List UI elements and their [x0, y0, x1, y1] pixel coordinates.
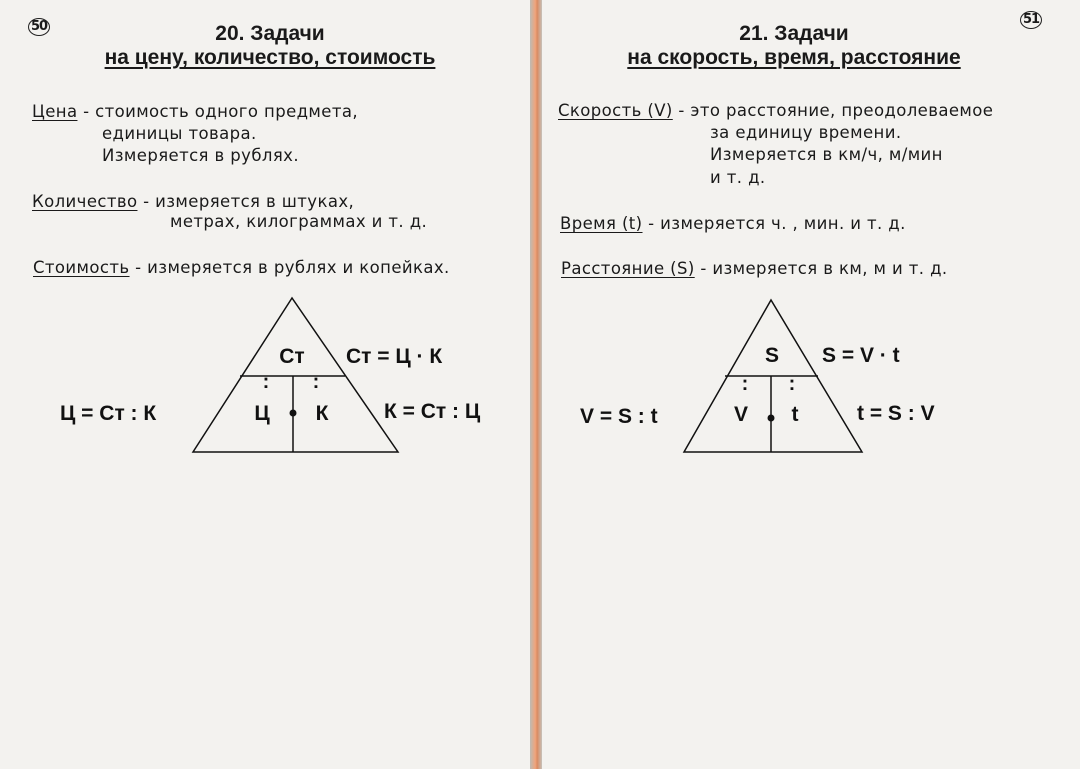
- right-page: [542, 0, 1080, 769]
- book-gutter: [530, 0, 542, 769]
- multiply-dot: [290, 410, 297, 417]
- formula-right: К = Ст : Ц: [384, 400, 481, 423]
- triangle-bottom-left-label: Ц: [254, 402, 270, 425]
- formula-left: Ц = Ст : К: [60, 402, 157, 425]
- title-line-1: 20. Задачи: [215, 22, 325, 45]
- term-time: Время (t): [560, 214, 643, 233]
- definition-text: - это расстояние, преодолеваемое: [672, 101, 994, 120]
- definition-text: единицы товара.: [102, 124, 257, 143]
- formula-top: S = V · t: [822, 344, 900, 367]
- definition-text: - измеряется в рублях и копейках.: [129, 258, 450, 277]
- title-line-2: на цену, количество, стоимость: [104, 46, 436, 69]
- page-number: 51: [1020, 11, 1042, 29]
- definition-text: - измеряется в км, м и т. д.: [694, 259, 948, 278]
- title-line-1: 21. Задачи: [739, 22, 849, 45]
- formula-triangle: [0, 0, 530, 769]
- term-quantity: Количество: [32, 192, 138, 211]
- definition-text: и т. д.: [710, 168, 766, 187]
- title-line-2: на скорость, время, расстояние: [627, 46, 961, 69]
- definition-text: - измеряется в штуках,: [137, 192, 355, 211]
- triangle-bottom-right-label: К: [315, 402, 329, 425]
- term-price: Цена: [32, 102, 78, 121]
- definition-text: за единицу времени.: [710, 123, 902, 142]
- divide-dots: :: [312, 371, 320, 393]
- divide-dots: :: [788, 373, 796, 395]
- page-number: 50: [28, 18, 50, 36]
- term-cost: Стоимость: [33, 258, 130, 277]
- term-speed: Скорость (V): [558, 101, 673, 120]
- definition-text: Измеряется в рублях.: [102, 146, 299, 165]
- triangle-bottom-left-label: V: [733, 403, 749, 426]
- formula-right: t = S : V: [857, 402, 935, 425]
- divide-dots: :: [741, 373, 749, 395]
- formula-triangle: [542, 0, 1080, 769]
- definition-text: - стоимость одного предмета,: [77, 102, 358, 121]
- formula-left: V = S : t: [580, 405, 658, 428]
- definition-text: Измеряется в км/ч, м/мин: [710, 145, 943, 164]
- multiply-dot: [768, 415, 775, 422]
- divide-dots: :: [262, 371, 270, 393]
- triangle-top-label: Ст: [279, 345, 305, 368]
- triangle-outline: [193, 298, 398, 452]
- left-page: [0, 0, 530, 769]
- triangle-top-label: S: [764, 344, 780, 367]
- term-distance: Расстояние (S): [561, 259, 695, 278]
- definition-text: - измеряется ч. , мин. и т. д.: [642, 214, 906, 233]
- formula-top: Ст = Ц · К: [346, 345, 443, 368]
- triangle-bottom-right-label: t: [791, 403, 799, 426]
- definition-text: метрах, килограммах и т. д.: [170, 212, 428, 231]
